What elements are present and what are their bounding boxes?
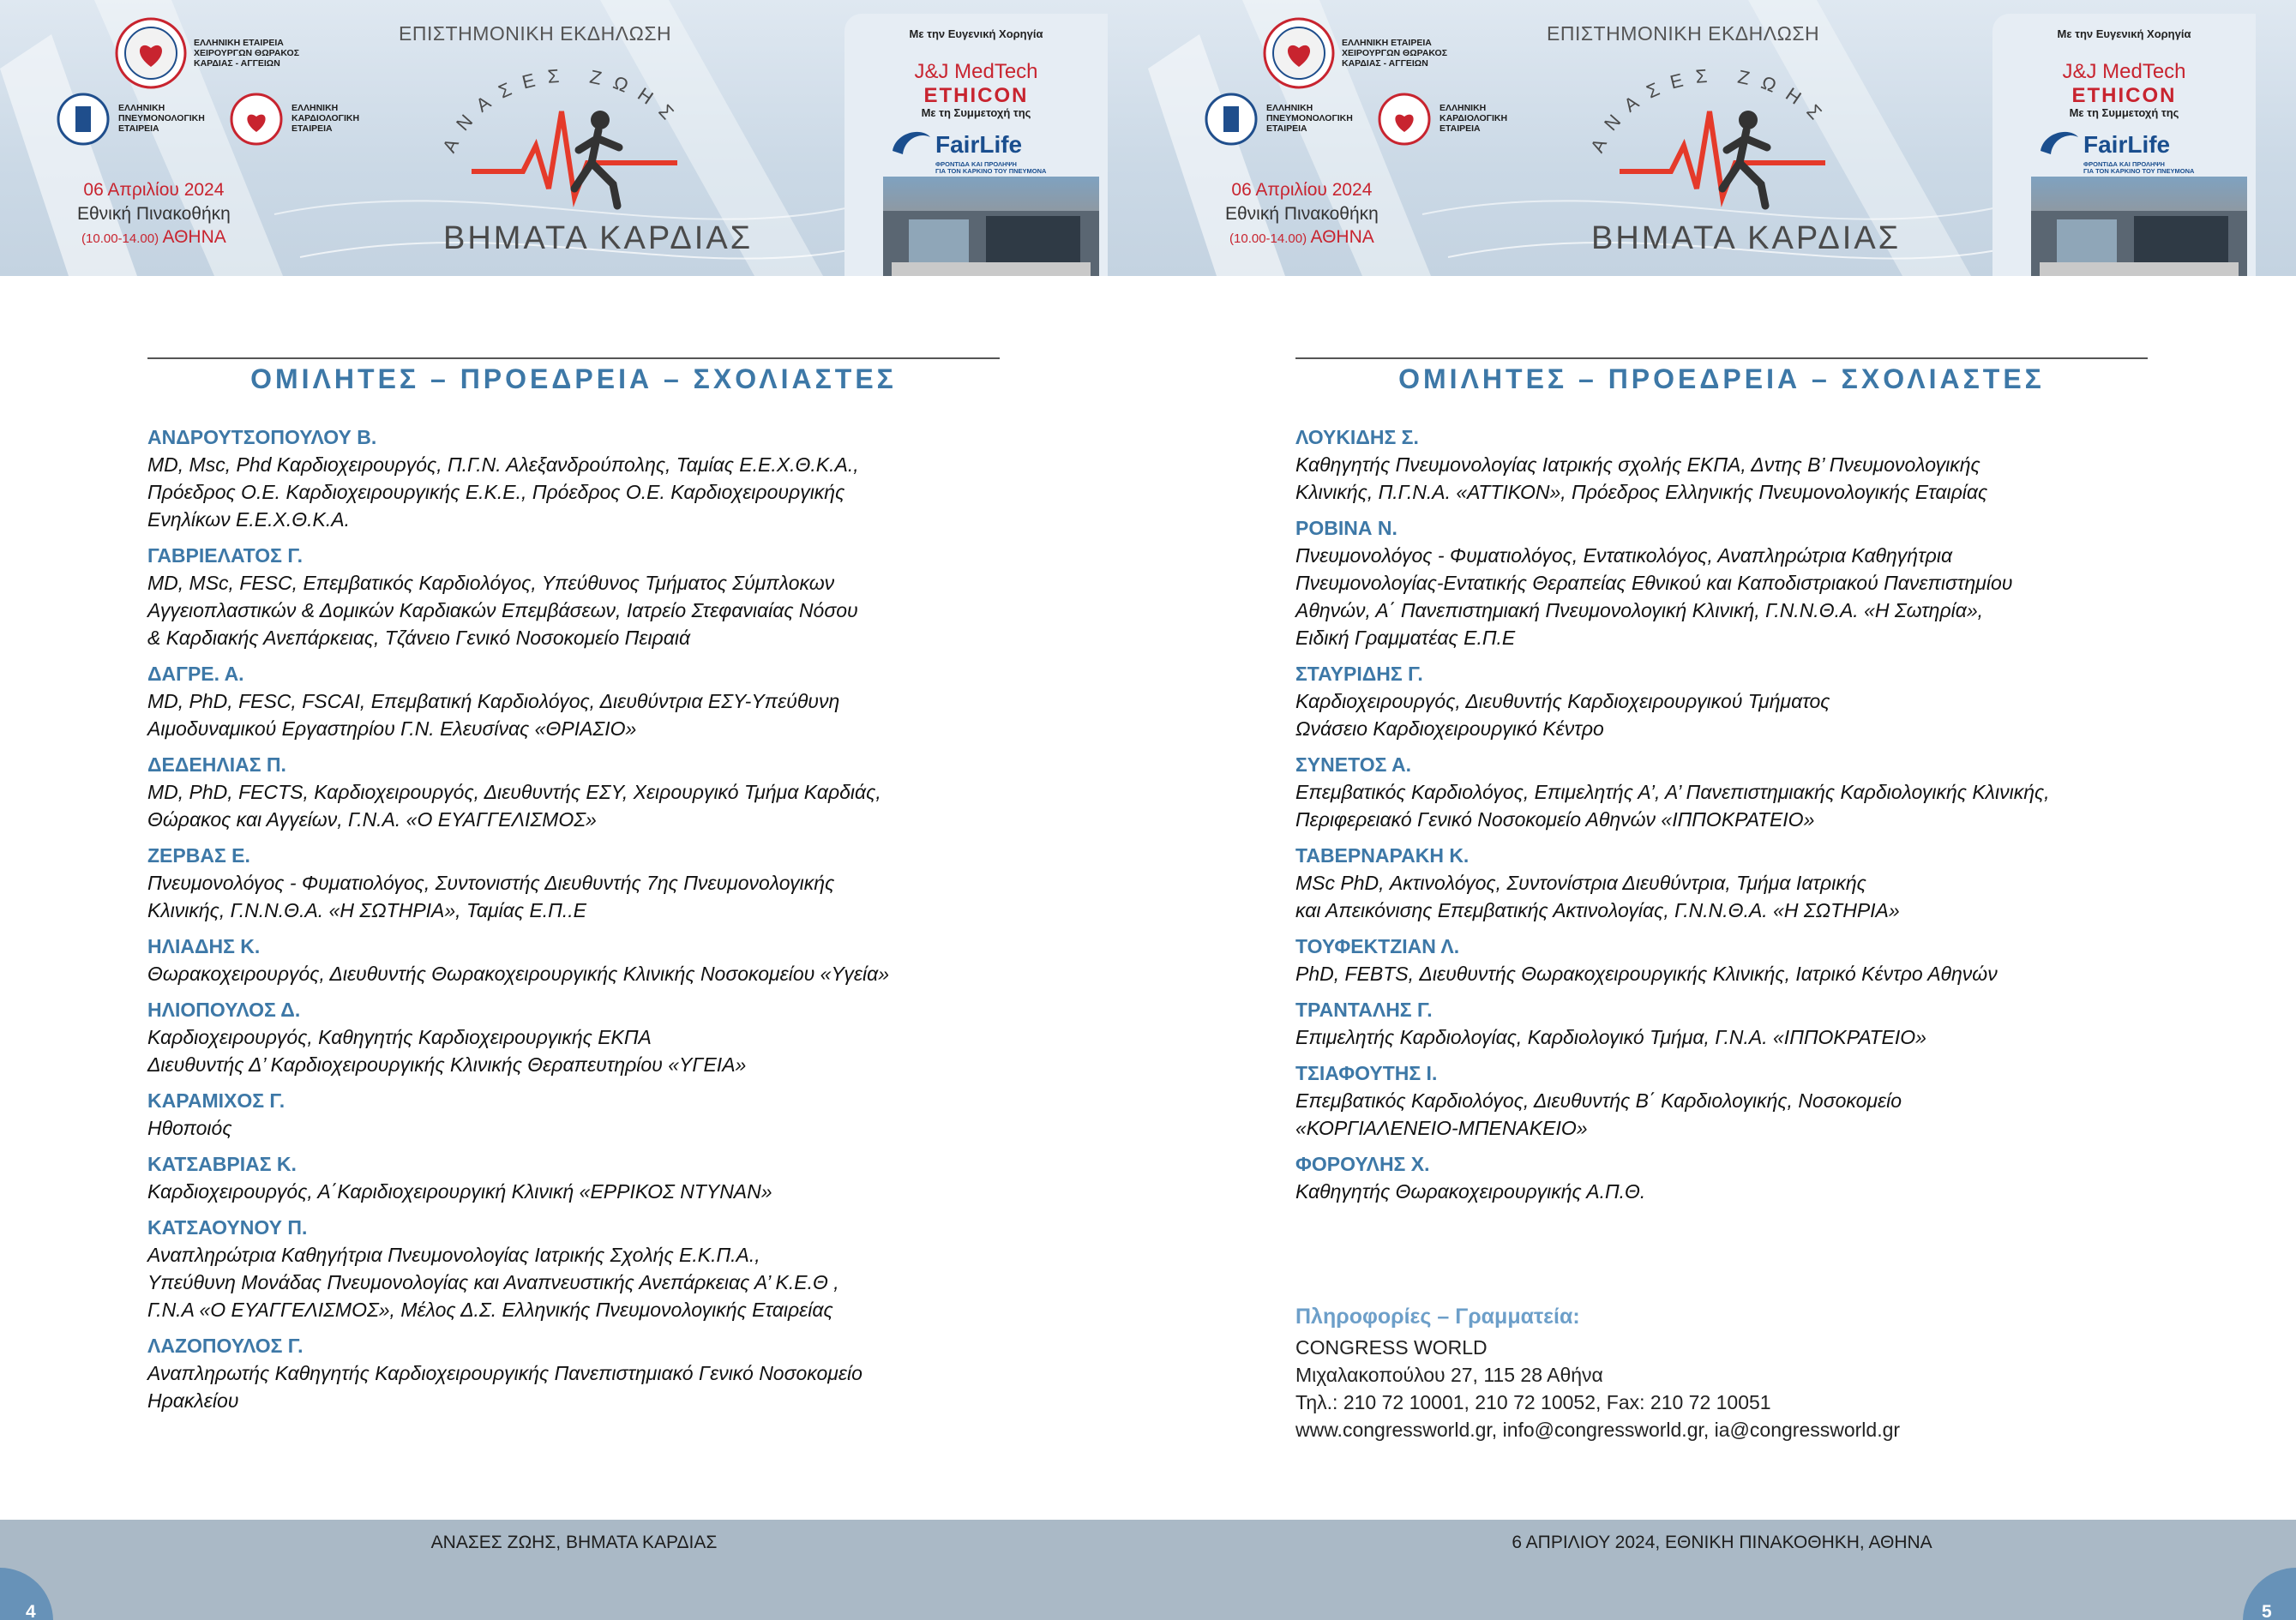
speaker-entry bbox=[147, 542, 1022, 651]
pulmonology-society-logo bbox=[57, 93, 110, 146]
event-time: (10.00-14.00) bbox=[81, 231, 159, 246]
speaker-entry bbox=[1295, 751, 2170, 833]
speaker-description: MD, Msc, Phd Καρδιοχειρουργός, Π.Γ.Ν. Αλεξανδρούπολης, Ταμίας Ε.Ε.Χ.Θ.Κ.Α., Πρόεδρος Ο.Ε. Καρδιοχειρουργικής Ε.Κ.Ε., Πρόεδρος Ο.Ε. Καρδιοχειρουργικής Ενηλίκων Ε.Ε.Χ.Θ.Κ.Α. bbox=[147, 453, 859, 531]
partner-caption: Με τη Συμμετοχή της bbox=[2069, 106, 2179, 119]
speaker-name: ΔΕΔΕΗΛΙΑΣ Π. bbox=[147, 753, 286, 776]
speaker-entry bbox=[1295, 1059, 2170, 1142]
speaker-name: ΚΑΤΣΑΟΥΝΟΥ Π. bbox=[147, 1216, 308, 1239]
surgeons-society-name: ΕΛΛΗΝΙΚΗ ΕΤΑΙΡΕΙΑ ΧΕΙΡΟΥΡΓΩΝ ΘΩΡΑΚΟΣ ΚΑΡΔΙΑΣ - ΑΓΓΕΙΩΝ bbox=[1342, 38, 1448, 69]
speaker-description: Ηθοποιός bbox=[147, 1117, 232, 1139]
speaker-entry bbox=[1295, 842, 2170, 924]
sponsor-caption: Με την Ευγενική Χορηγία bbox=[909, 27, 1043, 40]
cardiology-society-logo bbox=[230, 93, 283, 146]
sponsor-name: ETHICON bbox=[2071, 84, 2177, 107]
speaker-description: Αναπληρώτρια Καθηγήτρια Πνευμονολογίας Ιατρικής Σχολής Ε.Κ.Π.Α., Υπεύθυνη Μονάδας Πνευμονολογίας και Αναπνευστικής Ανεπάρκειας Α’ Κ.Ε.Θ , Γ.Ν.Α «Ο ΕΥΑΓΓΕΛΙΣΜΟΣ», Μέλος Δ.Σ. Ελληνικής Πνευμονολογικής Εταιρείας bbox=[147, 1244, 839, 1321]
speaker-entry bbox=[147, 1087, 1022, 1142]
speaker-description: MD, MSc, FESC, Επεμβατικός Καρδιολόγος, Υπεύθυνος Τμήματος Σύμπλοκων Αγγειοπλαστικών & Δομικών Καρδιακών Επεμβάσεων, Ιατρείο Στεφανιαίας Νόσου & Καρδιακής Ανεπάρκειας, Τζάνειο Γενικό Νοσοκομείο Πειραιά bbox=[147, 572, 858, 649]
speaker-name: ΖΕΡΒΑΣ Ε. bbox=[147, 844, 250, 867]
event-date: 06 Απριλίου 2024 bbox=[1231, 180, 1373, 200]
event-venue: Εθνική Πινακοθήκη bbox=[77, 204, 231, 224]
speaker-name: ΔΑΓΡΕ. Α. bbox=[147, 663, 244, 685]
speaker-description: Επεμβατικός Καρδιολόγος, Διευθυντής Β΄ Καρδιολογικής, Νοσοκομείο «ΚΟΡΓΙΑΛΕΝΕΙΟ-ΜΠΕΝΑΚΕΙΟ» bbox=[1295, 1089, 1902, 1139]
speaker-entry bbox=[147, 1214, 1022, 1323]
speaker-name: ΑΝΔΡΟΥΤΣΟΠΟΥΛΟΥ Β. bbox=[147, 426, 377, 448]
speakers-list-right bbox=[1295, 423, 2170, 1214]
speaker-name: ΚΑΡΑΜΙΧΟΣ Γ. bbox=[147, 1089, 285, 1112]
speaker-description: Επιμελητής Καρδιολογίας, Καρδιολογικό Τμήμα, Γ.Ν.Α. «ΙΠΠΟΚΡΑΤΕΙΟ» bbox=[1295, 1026, 1926, 1048]
secretariat-address: Μιχαλακοπούλου 27, 115 28 Αθήνα bbox=[1295, 1364, 1603, 1386]
runner-heartbeat-graphic bbox=[472, 94, 677, 214]
footer-text: ΑΝΑΣΕΣ ΖΩΗΣ, ΒΗΜΑΤΑ ΚΑΡΔΙΑΣ bbox=[430, 1533, 718, 1552]
partner-tagline: ΦΡΟΝΤΙΔΑ ΚΑΙ ΠΡΟΛΗΨΗ ΓΙΑ ΤΟΝ ΚΑΡΚΙΝΟ ΤΟΥ ΠΝΕΥΜΟΝΑ bbox=[935, 160, 1047, 175]
event-venue: Εθνική Πινακοθήκη bbox=[1225, 204, 1379, 224]
speaker-name: ΦΟΡΟΥΛΗΣ Χ. bbox=[1295, 1153, 1430, 1175]
speaker-description: MD, PhD, FECTS, Καρδιοχειρουργός, Διευθυντής ΕΣΥ, Χειρουργικό Τμήμα Καρδιάς, Θώρακος και Αγγείων, Γ.Ν.Α. «Ο ΕΥΑΓΓΕΛΙΣΜΟΣ» bbox=[147, 781, 881, 831]
speaker-entry bbox=[147, 842, 1022, 924]
speaker-name: ΗΛΙΟΠΟΥΛΟΣ Δ. bbox=[147, 999, 301, 1021]
runner-heartbeat-graphic bbox=[1620, 94, 1825, 214]
page-number-badge bbox=[0, 1568, 53, 1620]
event-title: ΒΗΜΑΤΑ ΚΑΡΔΙΑΣ bbox=[1591, 220, 1902, 256]
speaker-name: ΚΑΤΣΑΒΡΙΑΣ Κ. bbox=[147, 1153, 297, 1175]
event-city: ΑΘΗΝΑ bbox=[1310, 227, 1374, 247]
sponsor-name: ETHICON bbox=[923, 84, 1029, 107]
sponsor-caption: Με την Ευγενική Χορηγία bbox=[2057, 27, 2191, 40]
speaker-name: ΡΟΒΙΝΑ Ν. bbox=[1295, 517, 1397, 539]
speaker-entry bbox=[1295, 423, 2170, 506]
speaker-description: Καρδιοχειρουργός, Διευθυντής Καρδιοχειρουργικού Τμήματος Ωνάσειο Καρδιοχειρουργικό Κέντρο bbox=[1295, 690, 1830, 740]
event-banner bbox=[0, 0, 1148, 276]
event-banner bbox=[1148, 0, 2296, 276]
secretariat-title: Πληροφορίες – Γραμματεία: bbox=[1295, 1305, 1580, 1329]
secretariat-web-email[interactable]: www.congressworld.gr, info@congressworld.gr, ia@congressworld.gr bbox=[1295, 1419, 1901, 1441]
surgeons-society-logo bbox=[115, 17, 187, 89]
partner-tagline: ΦΡΟΝΤΙΔΑ ΚΑΙ ΠΡΟΛΗΨΗ ΓΙΑ ΤΟΝ ΚΑΡΚΙΝΟ ΤΟΥ ΠΝΕΥΜΟΝΑ bbox=[2083, 160, 2195, 175]
event-title: ΒΗΜΑΤΑ ΚΑΡΔΙΑΣ bbox=[443, 220, 754, 256]
speaker-entry bbox=[1295, 660, 2170, 742]
speaker-name: ΣΥΝΕΤΟΣ Α. bbox=[1295, 753, 1411, 776]
speakers-list-left bbox=[147, 423, 1022, 1423]
pulmonology-society-name: ΕΛΛΗΝΙΚΗ ΠΝΕΥΜΟΝΟΛΟΓΙΚΗ ΕΤΑΙΡΕΙΑ bbox=[1266, 103, 1353, 134]
venue-building-graphic bbox=[883, 177, 1099, 276]
event-label: ΕΠΙΣΤΗΜΟΝΙΚΗ ΕΚΔΗΛΩΣΗ bbox=[1547, 22, 1820, 45]
speaker-name: ΛΟΥΚΙΔΗΣ Σ. bbox=[1295, 426, 1419, 448]
speaker-entry bbox=[1295, 933, 2170, 987]
speaker-entry bbox=[147, 1150, 1022, 1205]
cardiology-society-logo bbox=[1378, 93, 1431, 146]
pulmonology-society-name: ΕΛΛΗΝΙΚΗ ΠΝΕΥΜΟΝΟΛΟΓΙΚΗ ΕΤΑΙΡΕΙΑ bbox=[118, 103, 205, 134]
sponsor-box bbox=[1992, 14, 2256, 276]
arc-title-text: ΑΝΑΣΕΣ ΖΩΗΣ bbox=[438, 63, 687, 156]
speaker-description: MSc PhD, Ακτινολόγος, Συντονίστρια Διευθύντρια, Τμήμα Ιατρικής και Απεικόνισης Επεμβατικής Ακτινολογίας, Γ.Ν.Ν.Θ.Α. «Η ΣΩΤΗΡΙΑ» bbox=[1295, 872, 1900, 921]
speaker-entry bbox=[1295, 996, 2170, 1051]
section-heading: ΟΜΙΛΗΤΕΣ – ΠΡΟΕΔΡΕΙΑ – ΣΧΟΛΙΑΣΤΕΣ bbox=[1398, 363, 2045, 394]
surgeons-society-name: ΕΛΛΗΝΙΚΗ ΕΤΑΙΡΕΙΑ ΧΕΙΡΟΥΡΓΩΝ ΘΩΡΑΚΟΣ ΚΑΡΔΙΑΣ - ΑΓΓΕΙΩΝ bbox=[194, 38, 300, 69]
sponsor-box bbox=[844, 14, 1108, 276]
right-page bbox=[1148, 0, 2296, 1620]
secretariat-phone: Τηλ.: 210 72 10001, 210 72 10052, Fax: 210 72 10051 bbox=[1295, 1391, 1771, 1413]
venue-building-graphic bbox=[2031, 177, 2247, 276]
speaker-description: Πνευμονολόγος - Φυματιολόγος, Συντονιστής Διευθυντής 7ης Πνευμονολογικής Κλινικής, Γ.Ν.Ν.Θ.Α. «Η ΣΩΤΗΡΙΑ», Ταμίας Ε.Π..Ε bbox=[147, 872, 835, 921]
speaker-description: PhD, FEBTS, Διευθυντής Θωρακοχειρουργικής Κλινικής, Ιατρικό Κέντρο Αθηνών bbox=[1295, 963, 1998, 985]
speaker-name: ΗΛΙΑΔΗΣ Κ. bbox=[147, 935, 261, 957]
event-date: 06 Απριλίου 2024 bbox=[83, 180, 225, 200]
speaker-description: Καθηγητής Πνευμονολογίας Ιατρικής σχολής ΕΚΠΑ, Δντης Β’ Πνευμονολογικής Κλινικής, Π.Γ.Ν.Α. «ΑΤΤΙΚΟΝ», Πρόεδρος Ελληνικής Πνευμονολογικής Εταιρίας bbox=[1295, 453, 1988, 503]
speaker-name: ΤΡΑΝΤΑΛΗΣ Γ. bbox=[1295, 999, 1433, 1021]
speaker-description: Αναπληρωτής Καθηγητής Καρδιοχειρουργικής Πανεπιστημιακό Γενικό Νοσοκομείο Ηρακλείου bbox=[147, 1362, 863, 1412]
speaker-name: ΓΑΒΡΙΕΛΑΤΟΣ Γ. bbox=[147, 544, 304, 567]
page-number: 4 bbox=[26, 1602, 36, 1620]
footer-bar bbox=[0, 1520, 1148, 1620]
partner-caption: Με τη Συμμετοχή της bbox=[921, 106, 1031, 119]
arc-title-text: ΑΝΑΣΕΣ ΖΩΗΣ bbox=[1586, 63, 1835, 156]
speaker-description: Επεμβατικός Καρδιολόγος, Επιμελητής Α’, Α’ Πανεπιστημιακής Καρδιολογικής Κλινικής, Περιφερειακό Γενικό Νοσοκομείο Αθηνών «ΙΠΠΟΚΡΑΤΕΙΟ» bbox=[1295, 781, 2050, 831]
cardiology-society-name: ΕΛΛΗΝΙΚΗ ΚΑΡΔΙΟΛΟΓΙΚΗ ΕΤΑΙΡΕΙΑ bbox=[1440, 103, 1508, 134]
speaker-name: ΤΣΙΑΦΟΥΤΗΣ Ι. bbox=[1295, 1062, 1438, 1084]
sponsor-brand: J&J MedTech bbox=[2062, 60, 2186, 83]
speaker-entry bbox=[147, 423, 1022, 533]
sponsor-brand: J&J MedTech bbox=[914, 60, 1038, 83]
speaker-name: ΤΑΒΕΡΝΑΡΑΚΗ Κ. bbox=[1295, 844, 1470, 867]
event-label: ΕΠΙΣΤΗΜΟΝΙΚΗ ΕΚΔΗΛΩΣΗ bbox=[399, 22, 672, 45]
footer-bar bbox=[1148, 1520, 2296, 1620]
speaker-entry bbox=[147, 1332, 1022, 1414]
speaker-name: ΤΟΥΦΕΚΤΖΙΑΝ Λ. bbox=[1295, 935, 1460, 957]
event-date-block bbox=[77, 178, 231, 250]
speaker-name: ΛΑΖΟΠΟΥΛΟΣ Γ. bbox=[147, 1335, 304, 1357]
speaker-entry bbox=[147, 660, 1022, 742]
speaker-name: ΣΤΑΥΡΙΔΗΣ Γ. bbox=[1295, 663, 1423, 685]
fairlife-wordmark: FairLife bbox=[935, 131, 1023, 158]
speaker-description: Καρδιοχειρουργός, Α΄Καριδιοχειρουργική Κλινική «ΕΡΡΙΚΟΣ ΝΤΥΝΑΝ» bbox=[147, 1180, 772, 1203]
speaker-entry bbox=[147, 933, 1022, 987]
secretariat-info bbox=[1295, 1301, 1900, 1443]
pulmonology-society-logo bbox=[1205, 93, 1258, 146]
speaker-description: Καρδιοχειρουργός, Καθηγητής Καρδιοχειρουργικής ΕΚΠΑ Διευθυντής Δ’ Καρδιοχειρουργικής Κλινικής Θεραπευτηρίου «ΥΓΕΙΑ» bbox=[147, 1026, 747, 1076]
page-number-badge bbox=[2243, 1568, 2296, 1620]
speaker-entry bbox=[1295, 1150, 2170, 1205]
venue-photo bbox=[2031, 177, 2247, 276]
surgeons-society-logo bbox=[1263, 17, 1335, 89]
page-number: 5 bbox=[2262, 1602, 2272, 1620]
cardiology-society-name: ΕΛΛΗΝΙΚΗ ΚΑΡΔΙΟΛΟΓΙΚΗ ΕΤΑΙΡΕΙΑ bbox=[292, 103, 360, 134]
venue-photo bbox=[883, 177, 1099, 276]
section-heading: ΟΜΙΛΗΤΕΣ – ΠΡΟΕΔΡΕΙΑ – ΣΧΟΛΙΑΣΤΕΣ bbox=[250, 363, 897, 394]
speaker-description: Θωρακοχειρουργός, Διευθυντής Θωρακοχειρουργικής Κλινικής Νοσοκομείου «Υγεία» bbox=[147, 963, 890, 985]
heading-divider bbox=[147, 357, 1000, 359]
event-city: ΑΘΗΝΑ bbox=[162, 227, 226, 247]
event-time: (10.00-14.00) bbox=[1229, 231, 1307, 246]
speaker-description: Καθηγητής Θωρακοχειρουργικής Α.Π.Θ. bbox=[1295, 1180, 1646, 1203]
speaker-entry bbox=[147, 996, 1022, 1078]
event-date-block bbox=[1225, 178, 1379, 250]
secretariat-company: CONGRESS WORLD bbox=[1295, 1336, 1488, 1359]
footer-text: 6 ΑΠΡΙΛΙΟΥ 2024, ΕΘΝΙΚΗ ΠΙΝΑΚΟΘΗΚΗ, ΑΘΗΝΑ bbox=[1512, 1533, 1932, 1552]
speaker-entry bbox=[1295, 514, 2170, 651]
heading-divider bbox=[1295, 357, 2148, 359]
speaker-description: MD, PhD, FESC, FSCAI, Επεμβατική Καρδιολόγος, Διευθύντρια ΕΣΥ-Υπεύθυνη Αιμοδυναμικού Εργαστηρίου Γ.Ν. Ελευσίνας «ΘΡΙΑΣΙΟ» bbox=[147, 690, 840, 740]
fairlife-wordmark: FairLife bbox=[2083, 131, 2171, 158]
speaker-description: Πνευμονολόγος - Φυματιολόγος, Εντατικολόγος, Αναπληρώτρια Καθηγήτρια Πνευμονολογίας-Εντατικής Θεραπείας Εθνικού και Καποδιστριακού Πανεπιστημίου Αθηνών, Α΄ Πανεπιστημιακή Πνευμονολογική Κλινική, Γ.Ν.Ν.Θ.Α. «Η Σωτηρία», Ειδική Γραμματέας Ε.Π.Ε bbox=[1295, 544, 2013, 649]
speaker-entry bbox=[147, 751, 1022, 833]
